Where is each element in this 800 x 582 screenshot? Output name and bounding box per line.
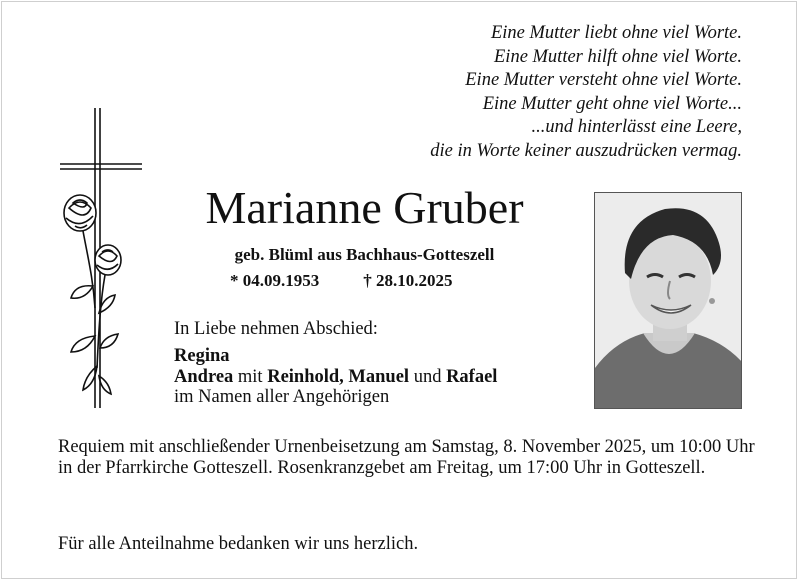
poem-line: Eine Mutter liebt ohne viel Worte. <box>490 23 742 43</box>
maiden-name-line: geb. Blüml aus Bachhaus-Gotteszell <box>234 245 495 264</box>
poem-line: ...und hinterlässt eine Leere, <box>531 117 742 138</box>
portrait-image <box>595 193 742 409</box>
thanks-line: Für alle Anteilnahme bedanken wir uns herzlich. <box>58 534 419 554</box>
mourner-name: Andrea <box>174 366 234 387</box>
poem-line: die in Worte keiner auszudrücken vermag. <box>430 140 742 161</box>
death-date: † 28.10.2025 <box>363 271 453 290</box>
service-details: Requiem mit anschließender Urnenbeisetzung am Samstag, 8. November 2025, um 10:00 Uhr in der Pfarrkirche Gotteszell. Rosenkranzgebet am Freitag, um 17:00 Uhr in Gotteszell. <box>58 437 755 478</box>
farewell-heading: In Liebe nehmen Abschied: <box>174 319 378 339</box>
mourner-name: Regina <box>174 346 230 366</box>
mourner-line <box>174 346 497 367</box>
mourner-conjunction: und <box>409 366 447 387</box>
poem-line: Eine Mutter versteht ohne viel Worte. <box>465 70 742 91</box>
mourner-line: im Namen aller Angehörigen <box>174 387 390 407</box>
life-dates <box>230 271 453 291</box>
portrait-photo <box>594 192 742 409</box>
mourner-name: Reinhold, Manuel <box>267 366 410 387</box>
birth-date: * 04.09.1953 <box>230 271 320 290</box>
mourner-name: Rafael <box>446 366 498 387</box>
poem-line: Eine Mutter geht ohne viel Worte... <box>482 93 742 114</box>
cross-with-roses-icon <box>55 108 150 413</box>
mourner-conjunction: mit <box>233 366 268 387</box>
deceased-name: Marianne Gruber <box>205 182 524 233</box>
mourner-line <box>174 367 497 388</box>
mourners-list <box>174 346 497 408</box>
poem <box>430 22 742 164</box>
poem-line: Eine Mutter hilft ohne viel Worte. <box>494 46 742 67</box>
